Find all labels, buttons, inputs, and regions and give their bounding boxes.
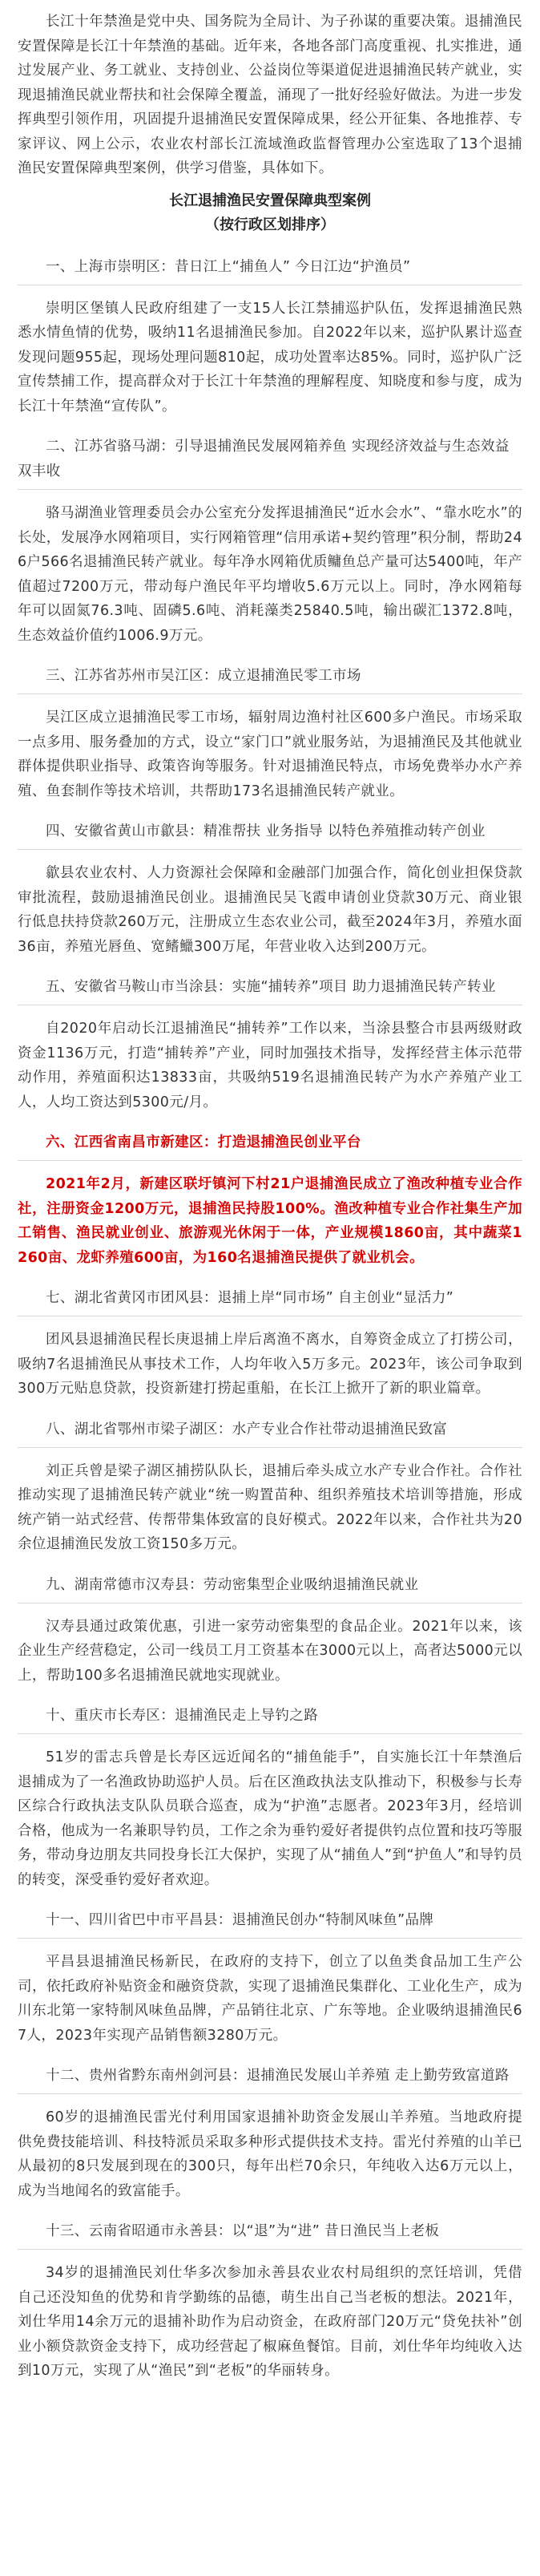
case-item [18, 2059, 522, 2203]
case-item [18, 1126, 522, 1270]
case-item [18, 815, 522, 959]
case-heading: 一、上海市崇明区：昔日江上“捕鱼人” 今日江边“护渔员” [18, 250, 522, 285]
case-body: 自2020年启动长江退捕渔民“捕转养”工作以来，当涂县整合市县两级财政资金1136万元，打造“捕转养”产业，同时加强技术指导，发挥经营主体示范带动作用，养殖面积达13833亩，共吸纳519名退捕渔民转产为水产养殖产业工人，人均工资达到5300元/月。 [18, 1021, 522, 1110]
case-item [18, 1413, 522, 1557]
case-item [18, 2214, 522, 2384]
intro-paragraph: 长江十年禁渔是党中央、国务院为全局计、为子孙谋的重要决策。退捕渔民安置保障是长江十年禁渔的基础。近年来，各地各部门高度重视、扎实推进，通过发展产业、务工就业、支持创业、公益岗位等渠道促进退捕渔民转产就业，实现退捕渔民就业帮扶和社会保障全覆盖，涌现了一批好经验好做法。为进一步发挥典型引领作用，巩固提升退捕渔民安置保障成果，经公开征集、各地推荐、专家评议、网上公示，农业农村部长江流域渔政监督管理办公室选取了13个退捕渔民安置保障典型案例，供学习借鉴，具体如下。 [18, 14, 522, 176]
case-body: 团风县退捕渔民程长庚退捕上岸后离渔不离水，自筹资金成立了打捞公司，吸纳7名退捕渔民从事技术工作，人均年收入5万多元。2023年，该公司争取到300万元贴息贷款，投资新建打捞起重船，在长江上掀开了新的职业篇章。 [18, 1332, 522, 1397]
case-list [18, 250, 522, 2384]
case-body: 平昌县退捕渔民杨新民，在政府的支持下，创立了以鱼类食品加工生产公司，依托政府补贴资金和融资贷款，实现了退捕渔民集群化、工业化生产，成为川东北第一家特制风味鱼品牌，产品销往北京、广东等地。企业吸纳退捕渔民67人，2023年实现产品销售额3280万元。 [18, 1954, 522, 2044]
case-heading: 八、湖北省鄂州市梁子湖区：水产专业合作社带动退捕渔民致富 [18, 1413, 522, 1448]
case-item [18, 970, 522, 1114]
case-heading: 二、江苏省骆马湖：引导退捕渔民发展网箱养鱼 实现经济效益与生态效益双丰收 [18, 430, 522, 490]
case-heading: 四、安徽省黄山市歙县：精准帮扶 业务指导 以特色养殖推动转产创业 [18, 815, 522, 850]
case-heading: 十一、四川省巴中市平昌县：退捕渔民创办“特制风味鱼”品牌 [18, 1903, 522, 1939]
case-heading: 九、湖南常德市汉寿县：劳动密集型企业吸纳退捕渔民就业 [18, 1568, 522, 1603]
case-item [18, 659, 522, 803]
case-item [18, 1903, 522, 2048]
case-body: 崇明区堡镇人民政府组建了一支15人长江禁捕巡护队伍，发挥退捕渔民熟悉水情鱼情的优势，吸纳11名退捕渔民参加。自2022年以来，巡护队累计巡查发现问题955起，现场处理问题810起，成功处置率达85%。同时，巡护队广泛宣传禁捕工作，提高群众对于长江十年禁渔的理解程度、知晓度和参与度，成为长江十年禁渔“宣传队”。 [18, 300, 522, 415]
case-body: 60岁的退捕渔民雷光付利用国家退捕补助资金发展山羊养殖。当地政府提供免费技能培训、科技特派员采取多种形式提供技术支持。雷光付养殖的山羊已从最初的8只发展到现在的300只，每年出栏70余只，年纯收入达6万元以上，成为当地闻名的致富能手。 [18, 2109, 522, 2199]
case-item [18, 1568, 522, 1688]
case-heading: 十、重庆市长寿区：退捕渔民走上导钓之路 [18, 1699, 522, 1734]
case-body: 汉寿县通过政策优惠，引进一家劳动密集型的食品企业。2021年以来，该企业生产经营稳定，公司一线员工月工资基本在3000元以上，高者达5000元以上，帮助100多名退捕渔民就地实现就业。 [18, 1618, 522, 1684]
case-heading: 七、湖北省黄冈市团风县：退捕上岸“同市场” 自主创业“显活力” [18, 1281, 522, 1316]
case-body: 骆马湖渔业管理委员会办公室充分发挥退捕渔民“近水会水”、“靠水吃水”的长处，发展净水网箱项目，实行网箱管理“信用承诺+契约管理”积分制，帮助246户566名退捕渔民转产就业。每年净水网箱优质鳙鱼总产量可达5400吨，年产值超过7200万元，带动每户渔民年平均增收5.6万元以上。同时，净水网箱每年可以固氮76.3吨、固磷5.6吨、消耗藻类25840.5吨，输出碳汇1372.8吨，生态效益价值约1006.9万元。 [18, 505, 522, 644]
case-body: 2021年2月，新建区联圩镇河下村21户退捕渔民成立了渔改种植专业合作社，注册资金1200万元，退捕渔民持股100%。渔改种植专业合作社集生产加工销售、渔民就业创业、旅游观光休闲于一体，产业规模1860亩，其中蔬菜1260亩、龙虾养殖600亩，为160名退捕渔民提供了就业机会。 [18, 1176, 522, 1266]
case-heading: 三、江苏省苏州市吴江区：成立退捕渔民零工市场 [18, 659, 522, 694]
case-list-title: 长江退捕渔民安置保障典型案例 [169, 192, 371, 209]
case-list-subtitle: （按行政区划排序） [205, 216, 335, 233]
case-body: 刘正兵曾是梁子湖区捕捞队队长，退捕后牵头成立水产专业合作社。合作社推动实现了退捕渔民转产就业“统一购置苗种、组织养殖技术培训等措施，形成统产销一站式经营、传帮带集体致富的良好模式。2022年以来，合作社共为20余位退捕渔民发放工资150多万元。 [18, 1462, 522, 1552]
case-item [18, 430, 522, 648]
case-body: 51岁的雷志兵曾是长寿区远近闻名的“捕鱼能手”，自实施长江十年禁渔后退捕成为了一名渔政协助巡护人员。后在区渔政执法支队推动下，积极参与长寿区综合行政执法支队队员联合巡查，成为“护渔”志愿者。2023年3月，经培训合格，他成为一名兼职导钓员，工作之余为垂钓爱好者提供钓点位置和技巧等服务，带动身边朋友共同投身长江大保护，实现了从“捕鱼人”到“护鱼人”和导钓员的转变，深受垂钓爱好者欢迎。 [18, 1749, 522, 1888]
case-item [18, 250, 522, 419]
case-item [18, 1281, 522, 1401]
case-body: 歙县农业农村、人力资源社会保障和金融部门加强合作，简化创业担保贷款审批流程，鼓励退捕渔民创业。退捕渔民吴飞霞申请创业贷款30万元、商业银行低息扶持贷款260万元，注册成立生态农业公司，截至2024年3月，养殖水面36亩，养殖光唇鱼、宽鳍鱲300万尾，年营业收入达到200万元。 [18, 865, 522, 955]
case-heading: 六、江西省南昌市新建区：打造退捕渔民创业平台 [18, 1126, 522, 1161]
case-heading: 五、安徽省马鞍山市当涂县：实施“捕转养”项目 助力退捕渔民转产转业 [18, 970, 522, 1005]
case-heading: 十三、云南省昭通市永善县：以“退”为“进” 昔日渔民当上老板 [18, 2214, 522, 2250]
case-item [18, 1699, 522, 1892]
case-body: 34岁的退捕渔民刘仕华多次参加永善县农业农村局组织的烹饪培训，凭借自己还没知鱼的优势和肯学勤练的品德，萌生出自己当老板的想法。2021年，刘仕华用14余万元的退捕补助作为启动资金，在政府部门20万元“贷免扶补”创业小额贷款资金支持下，成功经营起了椒麻鱼餐馆。目前，刘仕华年均纯收入达到10万元，实现了从“渔民”到“老板”的华丽转身。 [18, 2265, 522, 2379]
case-body: 吴江区成立退捕渔民零工市场，辐射周边渔村社区600多户渔民。市场采取一点多用、服务叠加的方式，设立“家门口”就业服务站，为退捕渔民及其他就业群体提供职业指导、政策咨询等服务。针对退捕渔民特点，市场免费举办水产养殖、鱼套制作等技术培训，共帮助173名退捕渔民转产就业。 [18, 710, 522, 799]
case-heading: 十二、贵州省黔东南州剑河县：退捕渔民发展山羊养殖 走上勤劳致富道路 [18, 2059, 522, 2094]
